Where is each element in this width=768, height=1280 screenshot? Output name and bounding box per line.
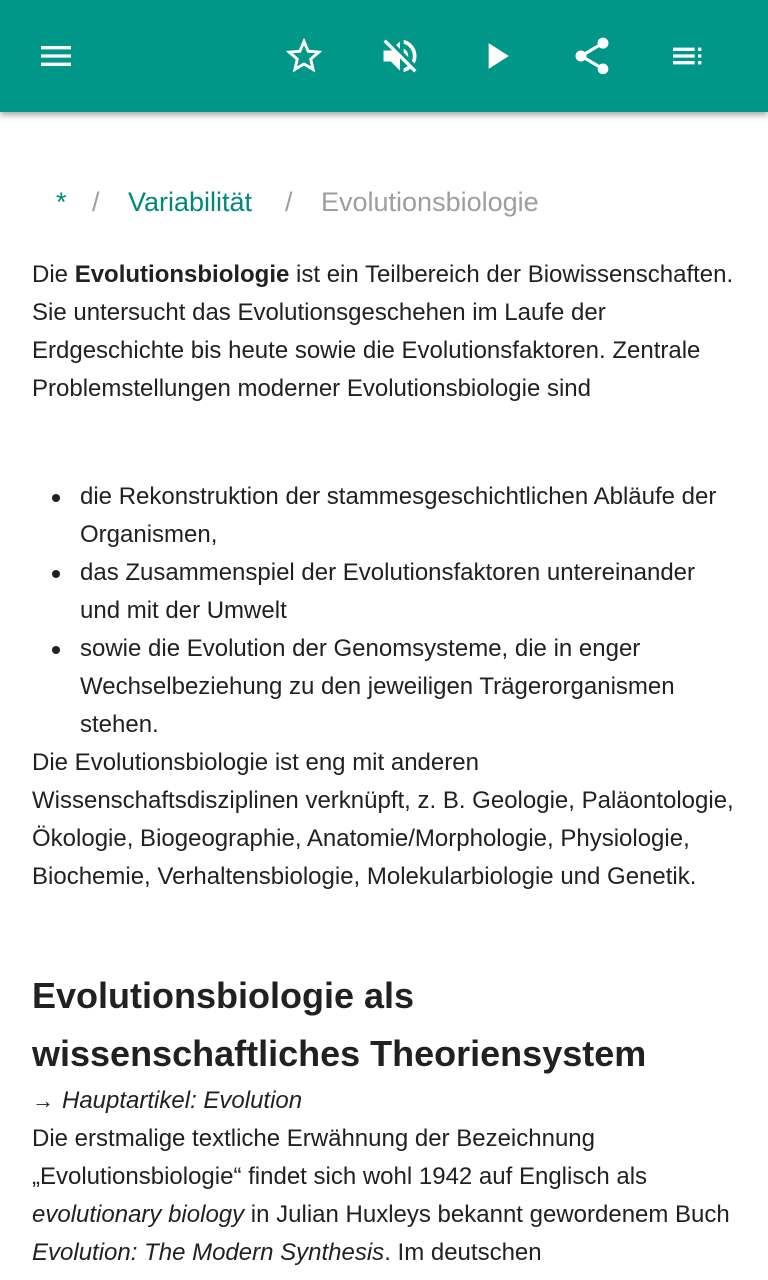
- intro-bold-term: Evolutionsbiologie: [74, 261, 290, 288]
- paragraph-text: . Im deutschen: [384, 1239, 542, 1266]
- app-toolbar: [0, 0, 768, 112]
- list-item-text: die Rekonstruktion der stammesgeschichtlichen Abläufe der Organismen,: [80, 483, 717, 548]
- list-item: [32, 478, 736, 554]
- italic-term: evolutionary biology: [32, 1201, 245, 1228]
- breadcrumb-parent-link[interactable]: Variabilität: [128, 187, 253, 217]
- book-title: Evolution: The Modern Synthesis: [32, 1239, 385, 1266]
- bullet-icon: [52, 570, 60, 578]
- breadcrumb: [32, 182, 736, 222]
- breadcrumb-current: Evolutionsbiologie: [321, 187, 539, 217]
- breadcrumb-root-link[interactable]: *: [56, 187, 67, 217]
- list-item-text: das Zusammenspiel der Evolutionsfaktoren untereinander und mit der Umwelt: [80, 559, 696, 624]
- play-icon[interactable]: [468, 28, 524, 84]
- paragraph-text: in Julian Huxleys bekannt gewordenem Buch: [244, 1201, 730, 1228]
- bullet-icon: [52, 494, 60, 502]
- paragraph-text: Die erstmalige textliche Erwähnung der Bezeichnung „Evolutionsbiologie“ findet sich wohl 1942 auf Englisch als: [32, 1125, 648, 1190]
- volume-off-icon[interactable]: [372, 28, 428, 84]
- bullet-list: [32, 478, 736, 744]
- menu-icon[interactable]: [28, 28, 84, 84]
- star-outline-icon[interactable]: [276, 28, 332, 84]
- list-item: [32, 554, 736, 630]
- list-item: [32, 630, 736, 744]
- breadcrumb-separator: /: [285, 187, 293, 217]
- breadcrumb-separator: /: [92, 187, 100, 217]
- arrow-right-icon: →: [32, 1088, 54, 1113]
- playlist-icon[interactable]: [660, 28, 716, 84]
- intro-text: Die: [32, 261, 75, 288]
- list-item-text: sowie die Evolution der Genomsysteme, die in enger Wechselbeziehung zu den jeweiligen Trägerorganismen stehen.: [80, 635, 675, 738]
- intro-text: ist ein Teilbereich der Biowissenschaften. Sie untersucht das Evolutionsgeschehen im Laufe der Erdgeschichte bis heute sowie die Evolutionsfaktoren. Zentrale Problemstellungen moderner Evolutionsbiologie sind: [32, 261, 734, 402]
- intro-paragraph: [32, 256, 736, 408]
- body-paragraph: Die Evolutionsbiologie ist eng mit anderen Wissenschaftsdisziplinen verknüpft, z. B. Geologie, Paläontologie, Ökologie, Biogeographie, Anatomie/Morphologie, Physiologie, Biochemie, Verhaltensbiologie, Molekularbiologie und Genetik.: [32, 749, 734, 890]
- main-article-label: Hauptartikel: Evolution: [62, 1087, 303, 1114]
- body-paragraph: [32, 1120, 736, 1272]
- share-icon[interactable]: [564, 28, 620, 84]
- section-heading: Evolutionsbiologie als wissenschaftliches Theoriensystem: [32, 975, 647, 1074]
- main-article-link[interactable]: [32, 1082, 736, 1120]
- bullet-icon: [52, 646, 60, 654]
